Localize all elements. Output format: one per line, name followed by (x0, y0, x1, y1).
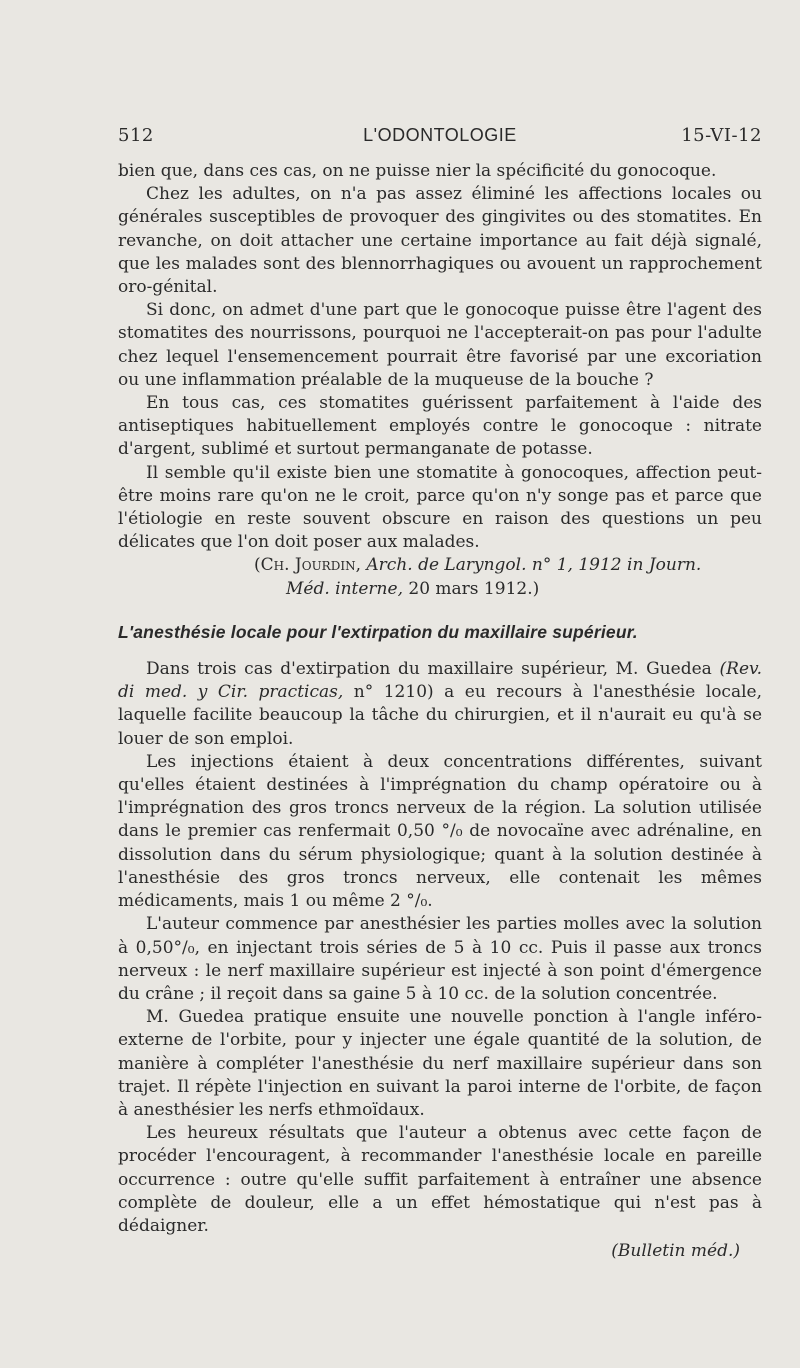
paragraph: M. Guedea pratique ensuite une nouvelle ponction à l'angle inféro-externe de l'orbite, pour y injecter une égale quantité de la solution, de manière à compléter l'anesthésie du nerf maxillaire supérieur dans son trajet. Il répète l'injection en suivant la paroi interne de l'orbite, de façon à anesthésier les nerfs ethmoïdaux. (118, 1007, 762, 1120)
journal-title: L'ODONTOLOGIE (363, 125, 517, 145)
paragraph: L'auteur commence par anesthésier les parties molles avec la solution à 0,50°/₀, en injectant trois séries de 5 à 10 cc. Puis il passe aux troncs nerveux : le nerf maxillaire supérieur est injecté à son point d'émergence du crâne ; il reçoit dans sa gaine 5 à 10 cc. de la solution concentrée. (118, 914, 762, 1004)
citation-date: 20 mars 1912.) (408, 578, 540, 599)
source-credit (118, 1240, 762, 1263)
paragraph-text: Dans trois cas d'extirpation du maxillaire supérieur, M. Guedea (146, 659, 712, 680)
page-number: 512 (118, 125, 154, 146)
issue-date: 15-VI-12 (681, 125, 762, 146)
paragraph-text: n° 1210) a eu recours à l'anesthésie locale, laquelle facilite beaucoup la tâche du chirurgien, et il n'aurait eu qu'à se louer de son emploi. (118, 682, 762, 749)
paragraph: Si donc, on admet d'une part que le gonocoque puisse être l'agent des stomatites des nourrissons, pourquoi ne l'accepterait-on pas pour l'adulte chez lequel l'ensemencement pourrait être favorisé par une excoriation ou une inflammation préalable de la muqueuse de la bouche ? (118, 300, 762, 390)
paragraph: Il semble qu'il existe bien une stomatite à gonocoques, affection peut-être moins rare qu'on ne le croit, parce qu'on n'y songe pas et parce que l'étiologie en reste souvent obscure en raison des questions un peu délicates que l'on doit poser aux malades. (118, 462, 762, 553)
section-heading: L'anesthésie locale pour l'extirpation du maxillaire supérieur. (118, 621, 638, 642)
article-body (118, 160, 762, 1263)
paragraph: Chez les adultes, on n'a pas assez éliminé les affections locales ou générales susceptibles de provoquer des gingivites ou des stomatites. En revanche, on doit attacher une certaine importance au fait déjà signalé, que les malades sont des blennorrhagiques ou avouent un rapprochement oro-génital. (118, 184, 762, 298)
citation-reference-2: Méd. interne, (286, 578, 403, 599)
paragraph: Les injections étaient à deux concentrations différentes, suivant qu'elles étaient destinées à l'imprégnation du champ opératoire ou à l'imprégnation des gros troncs nerveux de la région. La solution utilisée dans le premier cas renfermait 0,50 °/₀ de novocaïne avec adrénaline, en dissolution dans du sérum physiologique; quant à la solution destinée à l'anesthésie des gros troncs nerveux, elle contenait les mêmes médicaments, mais 1 ou même 2 °/₀. (118, 751, 762, 912)
citation (118, 554, 762, 577)
citation-author: (Ch. Jourdin, (254, 555, 361, 576)
paragraph: En tous cas, ces stomatites guérissent parfaitement à l'aide des antiseptiques habituellement employés contre le gonocoque : nitrate d'argent, sublimé et surtout permanganate de potasse. (118, 393, 762, 460)
inline-reference: (Rev. di med. y Cir. practicas, (118, 659, 763, 703)
paragraph: bien que, dans ces cas, on ne puisse nier la spécificité du gonocoque. (118, 161, 717, 181)
citation-continued (118, 578, 762, 601)
paragraph (118, 658, 762, 751)
running-header (118, 125, 762, 149)
paragraph: Les heureux résultats que l'auteur a obtenus avec cette façon de procéder l'encouragent, à recommander l'anesthésie locale en pareille occurrence : outre qu'elle suffit parfaitement à entraîner une absence complète de douleur, elle a un effet hémostatique qui n'est pas à dédaigner. (118, 1123, 762, 1236)
citation-reference: Arch. de Laryngol. n° 1, 1912 in Journ. (366, 555, 702, 576)
source-credit-text: (Bulletin méd.) (611, 1241, 740, 1262)
